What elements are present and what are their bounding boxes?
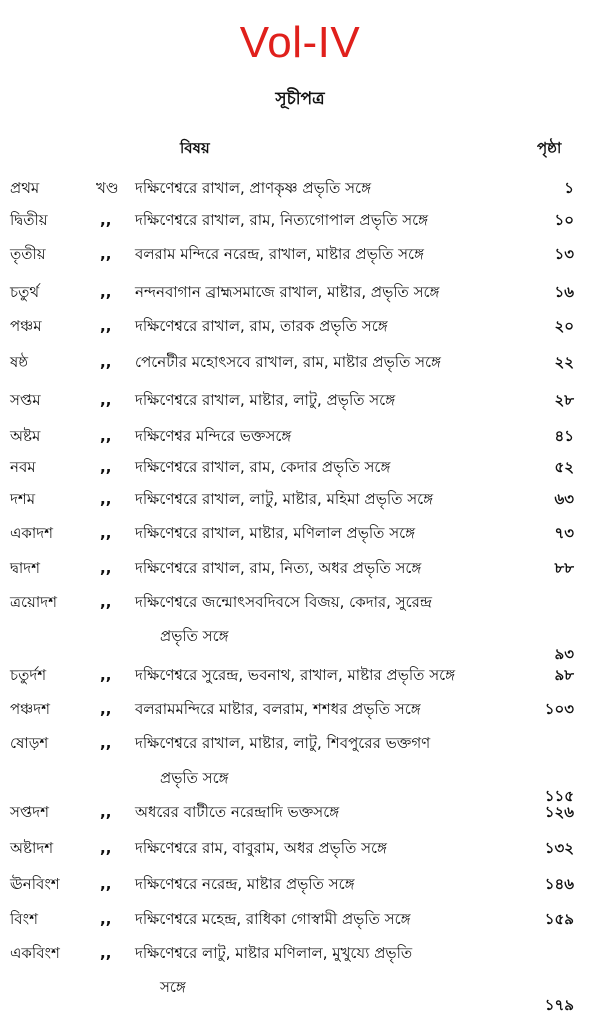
toc-page-cell [0, 176, 600, 206]
chapter-description: দক্ষিণেশ্বরে রাখাল, রাম, নিত্যগোপাল প্রভৃতি সঙ্গে [135, 211, 429, 229]
chapter-ordinal: প্রথম [10, 179, 40, 197]
toc-page-cell [0, 208, 600, 238]
page-number: ১ [564, 179, 574, 197]
chapter-description: দক্ষিণেশ্বরে রাখাল, প্রাণকৃষ্ণ প্রভৃতি সঙ্গে [135, 179, 372, 197]
ditto-mark: ,, [100, 839, 112, 857]
section-marker: খণ্ড [96, 179, 119, 197]
ditto-mark: ,, [100, 734, 112, 752]
chapter-description: বলরামমন্দিরে মাষ্টার, বলরাম, শশধর প্রভৃতি সঙ্গে [135, 700, 421, 718]
toc-page-cell [0, 872, 600, 902]
chapter-description-continuation: সঙ্গে [160, 978, 186, 996]
toc-page-cell [0, 314, 600, 344]
page-number: ২৮ [554, 391, 574, 409]
volume-label: Vol-IV [239, 18, 361, 67]
ditto-mark: ,, [100, 700, 112, 718]
chapter-description: দক্ষিণেশ্বরে রাখাল, লাটু, মাষ্টার, মহিমা প্রভৃতি সঙ্গে [135, 490, 434, 508]
toc-page-cell [0, 388, 600, 418]
page-number: ৮৮ [554, 559, 574, 577]
chapter-ordinal: অষ্টাদশ [10, 839, 54, 857]
chapter-description: দক্ষিণেশ্বরে রাখাল, মাষ্টার, লাটু, শিবপুরের ভক্তগণ [135, 734, 431, 752]
chapter-ordinal: দশম [10, 490, 36, 508]
chapter-ordinal: দ্বিতীয় [10, 211, 48, 229]
chapter-ordinal: নবম [10, 458, 36, 476]
chapter-description: দক্ষিণেশ্বরে নরেন্দ্র, মাষ্টার প্রভৃতি সঙ্গে [135, 875, 355, 893]
toc-page-cell [0, 242, 600, 272]
chapter-ordinal: ষোড়শ [10, 734, 49, 752]
page-number: ৫২ [554, 458, 574, 476]
ditto-mark: ,, [100, 458, 112, 476]
page-number: ১৫৯ [544, 910, 574, 928]
ditto-mark: ,, [100, 944, 112, 962]
page-number: ১০ [554, 211, 574, 229]
toc-entry [0, 731, 600, 761]
chapter-ordinal: একবিংশ [10, 944, 60, 962]
ditto-mark: ,, [100, 245, 112, 263]
chapter-description-continuation: প্রভৃতি সঙ্গে [160, 627, 229, 645]
ditto-mark: ,, [100, 666, 112, 684]
toc-entry [0, 590, 600, 620]
ditto-mark: ,, [100, 427, 112, 445]
ditto-mark: ,, [100, 317, 112, 335]
toc-page-cell [0, 455, 600, 485]
toc-page-cell [0, 556, 600, 586]
chapter-description: দক্ষিণেশ্বরে রাখাল, রাম, নিত্য, অধর প্রভৃতি সঙ্গে [135, 559, 422, 577]
chapter-description: দক্ষিণেশ্বরে মহেন্দ্র, রাধিকা গোস্বামী প্রভৃতি সঙ্গে [135, 910, 411, 928]
chapter-description: অধরের বাটীতে নরেন্দ্রাদি ভক্তসঙ্গে [135, 803, 340, 821]
page-number: ৯৮ [554, 666, 574, 684]
chapter-description: দক্ষিণেশ্বরে রাখাল, মাষ্টার, মণিলাল প্রভৃতি সঙ্গে [135, 524, 416, 542]
chapter-description: দক্ষিণেশ্বরে জন্মোৎসবদিবসে বিজয়, কেদার, সুরেন্দ্র [135, 593, 433, 611]
page-number: ১৪৬ [544, 875, 574, 893]
chapter-description: নন্দনবাগান ব্রাহ্মসমাজে রাখাল, মাষ্টার, প্রভৃতি সঙ্গে [135, 283, 440, 301]
toc-page-cell [0, 521, 600, 551]
chapter-ordinal: ষষ্ঠ [10, 353, 29, 371]
ditto-mark: ,, [100, 353, 112, 371]
toc-page-cell [0, 424, 600, 454]
page-number: ৬৩ [554, 490, 574, 508]
toc-page-cell [0, 800, 600, 830]
ditto-mark: ,, [100, 524, 112, 542]
chapter-description-continuation: প্রভৃতি সঙ্গে [160, 769, 229, 787]
ditto-mark: ,, [100, 875, 112, 893]
page-number: ১৭৯ [544, 996, 574, 1014]
toc-page-cell [0, 487, 600, 517]
column-header-page: পৃষ্ঠা [537, 139, 562, 157]
chapter-ordinal: পঞ্চম [10, 317, 42, 335]
column-header-subject: বিষয় [180, 139, 210, 157]
chapter-ordinal: বিংশ [10, 910, 38, 928]
toc-page-cell [0, 280, 600, 310]
ditto-mark: ,, [100, 910, 112, 928]
ditto-mark: ,, [100, 490, 112, 508]
toc-page-cell [0, 663, 600, 693]
ditto-mark: ,, [100, 211, 112, 229]
page-title: সূচীপত্র [275, 89, 325, 109]
page-number: ৪১ [554, 427, 574, 445]
toc-entry [0, 941, 600, 971]
chapter-description: দক্ষিণেশ্বরে রাখাল, মাষ্টার, লাটু, প্রভৃতি সঙ্গে [135, 391, 396, 409]
ditto-mark: ,, [100, 559, 112, 577]
chapter-ordinal: সপ্তদশ [10, 803, 49, 821]
page-number: ১০৩ [544, 700, 574, 718]
chapter-description: বলরাম মন্দিরে নরেন্দ্র, রাখাল, মাষ্টার প্রভৃতি সঙ্গে [135, 245, 424, 263]
chapter-description: দক্ষিণেশ্বর মন্দিরে ভক্তসঙ্গে [135, 427, 292, 445]
chapter-description: দক্ষিণেশ্বরে সুরেন্দ্র, ভবনাথ, রাখাল, মাষ্টার প্রভৃতি সঙ্গে [135, 666, 456, 684]
chapter-description: দক্ষিণেশ্বরে রাখাল, রাম, কেদার প্রভৃতি সঙ্গে [135, 458, 391, 476]
chapter-ordinal: সপ্তম [10, 391, 41, 409]
chapter-ordinal: একাদশ [10, 524, 54, 542]
chapter-ordinal: চতুর্দশ [10, 666, 47, 684]
page-number: ১১৫ [544, 787, 574, 805]
page-number: ২০ [554, 317, 574, 335]
page-number: ৯৩ [554, 645, 574, 663]
page-number: ১৩২ [544, 839, 574, 857]
chapter-ordinal: চতুর্থ [10, 283, 40, 301]
toc-page-cell [0, 697, 600, 727]
page-number: ১২৬ [544, 803, 574, 821]
chapter-ordinal: ঊনবিংশ [10, 875, 60, 893]
page-number: ৭৩ [554, 524, 574, 542]
chapter-description: দক্ষিণেশ্বরে রাখাল, রাম, তারক প্রভৃতি সঙ্গে [135, 317, 388, 335]
ditto-mark: ,, [100, 593, 112, 611]
page-number: ১৬ [554, 283, 574, 301]
toc-page-cell [0, 907, 600, 937]
page-number: ১৩ [554, 245, 574, 263]
ditto-mark: ,, [100, 803, 112, 821]
chapter-description: দক্ষিণেশ্বরে রাম, বাবুরাম, অধর প্রভৃতি সঙ্গে [135, 839, 387, 857]
chapter-description: পেনেটীর মহোৎসবে রাখাল, রাম, মাষ্টার প্রভৃতি সঙ্গে [135, 353, 441, 371]
chapter-ordinal: ত্রয়োদশ [10, 593, 57, 611]
chapter-ordinal: দ্বাদশ [10, 559, 41, 577]
chapter-ordinal: অষ্টম [10, 427, 41, 445]
toc-page-cell [0, 350, 600, 380]
toc-page-cell [0, 836, 600, 866]
chapter-ordinal: তৃতীয় [10, 245, 46, 263]
chapter-ordinal: পঞ্চদশ [10, 700, 51, 718]
toc-page-cell [0, 993, 600, 1023]
page-number: ২২ [554, 353, 574, 371]
ditto-mark: ,, [100, 391, 112, 409]
ditto-mark: ,, [100, 283, 112, 301]
chapter-description: দক্ষিণেশ্বরে লাটু, মাষ্টার মণিলাল, মুখুয্যে প্রভৃতি [135, 944, 413, 962]
